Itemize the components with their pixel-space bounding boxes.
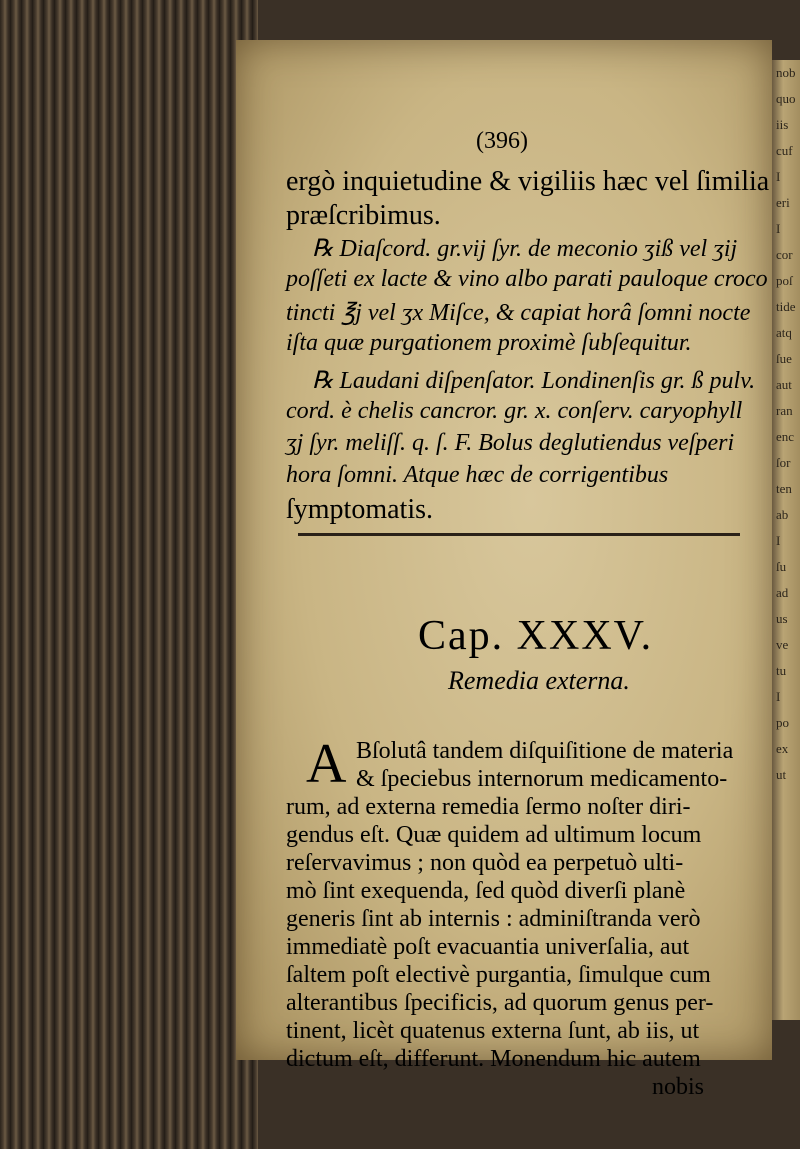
facing-page-fragment: I <box>776 221 781 236</box>
facing-page-fragment: ve <box>776 637 789 652</box>
facing-page-fragment: atq <box>776 325 792 340</box>
facing-page-fragment: I <box>776 169 781 184</box>
book-binding-edge <box>0 0 258 1149</box>
facing-page-fragment: ten <box>776 481 792 496</box>
recipe-line: iſta quæ purgationem proximè ſubſequitur. <box>286 330 692 356</box>
recipe-line: ʒj ſyr. meliſſ. q. ſ. F. Bolus deglutiendus veſperi <box>286 430 735 456</box>
body-line: alterantibus ſpecificis, ad quorum genus per- <box>286 990 714 1016</box>
facing-page-fragment: tu <box>776 663 787 678</box>
facing-page-fragment: us <box>776 611 788 626</box>
facing-page-fragment: ſor <box>776 455 791 470</box>
catchword: nobis <box>652 1074 705 1100</box>
recipe-line: ſymptomatis. <box>286 494 433 525</box>
facing-page-fragment: enc <box>776 429 795 444</box>
facing-page-fragment: cor <box>776 247 793 262</box>
body-line: tinent, licèt quatenus externa ſunt, ab iis, ut <box>286 1018 700 1044</box>
body-line: immediatè poſt evacuantia univerſalia, aut <box>286 934 690 960</box>
body-line: mò ſint exequenda, ſed quòd diverſi planè <box>286 878 686 904</box>
facing-page-fragment: tide <box>776 299 796 314</box>
facing-page-fragment: quo <box>776 91 796 106</box>
body-line: & ſpeciebus internorum medicamento- <box>356 766 728 792</box>
page-number: (396) <box>476 128 528 154</box>
facing-page-fragment: ut <box>776 767 787 782</box>
facing-page-fragment: ran <box>776 403 793 418</box>
text-line: præſcribimus. <box>286 200 441 231</box>
chapter-subtitle: Remedia externa. <box>448 666 630 695</box>
body-line: dictum eſt, differunt. Monendum hic autem <box>286 1046 701 1072</box>
recipe-line: tincti ℥j vel ʒx Miſce, & capiat horâ ſomni nocte <box>286 300 751 326</box>
recipe-line: cord. è chelis cancror. gr. x. conſerv. caryophyll <box>286 398 743 424</box>
facing-page-fragment: cuf <box>776 143 793 158</box>
body-line: ſaltem poſt electivè purgantia, ſimulque cum <box>286 962 711 988</box>
drop-cap: A <box>306 733 347 795</box>
facing-page-fragment: ad <box>776 585 789 600</box>
recipe-line: poſſeti ex lacte & vino albo parati pauloque croco <box>286 266 768 292</box>
facing-page-fragment: po <box>776 715 789 730</box>
facing-page-edge <box>772 60 800 1020</box>
facing-page-fragment: eri <box>776 195 790 210</box>
facing-page-fragment: I <box>776 533 781 548</box>
facing-page-fragment: ex <box>776 741 789 756</box>
facing-page-fragment: I <box>776 689 781 704</box>
facing-page-fragment: nob <box>776 65 796 80</box>
recipe-line: ℞ Laudani diſpenſator. Londinenſis gr. ß pulv. <box>312 368 756 394</box>
facing-page-fragment: iis <box>776 117 789 132</box>
recipe-line: ℞ Diaſcord. gr.vij ſyr. de meconio ʒiß vel ʒij <box>312 236 738 262</box>
body-line: rum, ad externa remedia ſermo noſter diri- <box>286 794 691 820</box>
facing-page-fragment: ab <box>776 507 789 522</box>
body-line: generis ſint ab internis : adminiſtranda verò <box>286 906 701 932</box>
body-line: reſervavimus ; non quòd ea perpetuò ulti- <box>286 850 684 876</box>
facing-page-fragment: poſ <box>776 273 793 288</box>
recipe-line: hora ſomni. Atque hæc de corrigentibus <box>286 462 669 488</box>
body-line: Bſolutâ tandem diſquiſitione de materia <box>356 738 734 764</box>
facing-page-fragment: ſue <box>776 351 792 366</box>
text-line: ergò inquietudine & vigiliis hæc vel ſimilia <box>286 166 770 197</box>
body-line: gendus eſt. Quæ quidem ad ultimum locum <box>286 822 702 848</box>
facing-page-fragment: aut <box>776 377 792 392</box>
chapter-heading: Cap. XXXV. <box>418 613 654 659</box>
facing-page-fragment: ſu <box>776 559 787 574</box>
section-rule <box>298 533 740 536</box>
